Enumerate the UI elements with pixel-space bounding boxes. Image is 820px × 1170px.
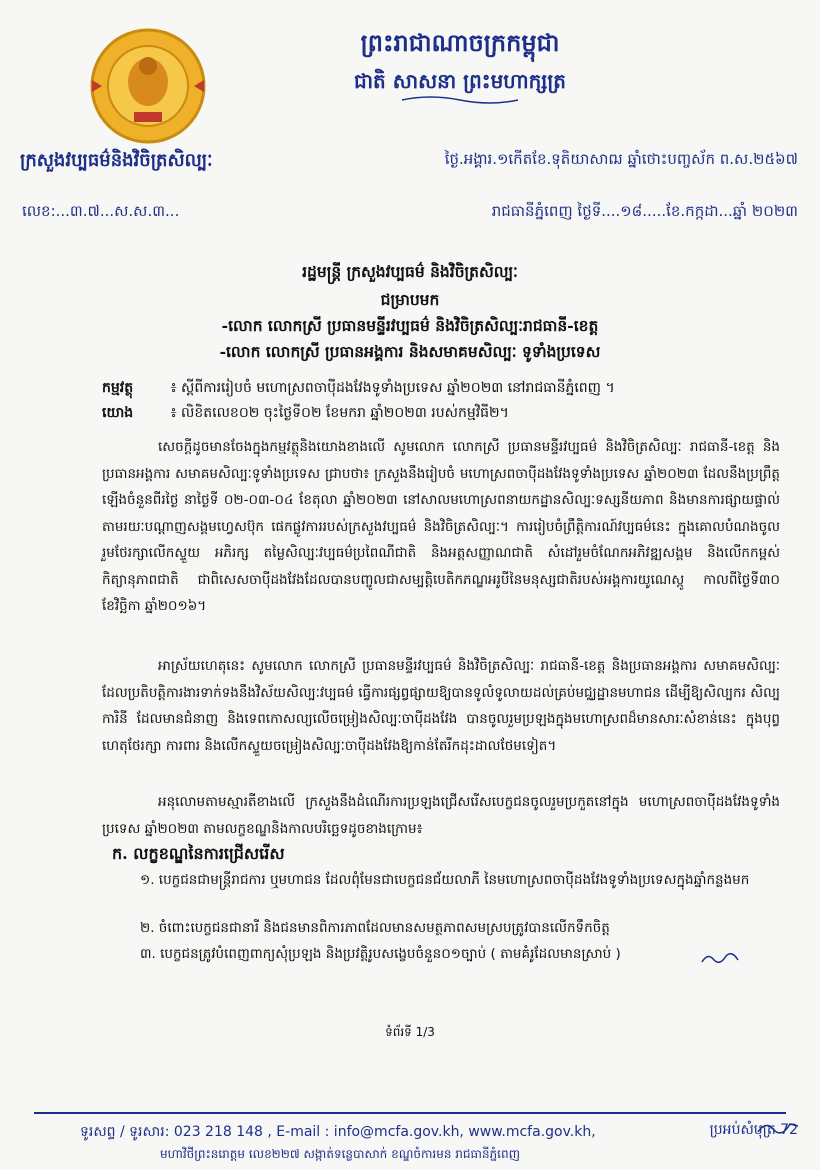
reference-label: យោង [102,405,134,421]
condition-item-2: ២. ចំពោះបេក្ខជនជានារី និងជនមានពិការភាពដែលមានសមត្ថភាពសមស្របត្រូវបានលើកទឹកចិត្ត [140,920,610,936]
reference-number: លេខ:...៣.៧...ស.ស.៣... [22,202,180,220]
footer-contact: ទូរសព្ទ / ទូរសារ: 023 218 148 , E-mail : info@mcfa.gov.kh, www.mcfa.gov.kh, [80,1124,596,1140]
subject-text: ៖ ស្តីពីការរៀបចំ មហោស្រពចាប៉ីដងវែងទូទាំងប្រទេស ឆ្នាំ២០២៣ នៅរាជធានីភ្នំពេញ ។ [170,380,615,396]
body-paragraph-3: អនុលោមតាមស្មារតីខាងលើ ក្រសួងនឹងដំណើរការប្រឡងជ្រើសរើសបេក្ខជនចូលរួមប្រកួតនៅក្នុង មហោស្រពចាប៉ីដងវែងទូទាំងប្រទេស ឆ្នាំ២០២៣ តាមលក្ខខណ្ឌនិងកាលបរិច្ឆេទដូចខាងក្រោម៖ [102,794,780,837]
lunar-date: ថ្ងៃ.អង្គារ.១កើតខែ.ទុតិយាសាឍ ឆ្នាំថោះបញ្ចស័ក ព.ស.២៥៦៧ [444,150,798,168]
national-motto: ជាតិ សាសនា ព្រះមហាក្សត្រ [354,69,566,93]
section-heading: ក. លក្ខខណ្ឌនៃការជ្រើសរើស [112,844,285,863]
recipient-line-2: -លោក លោកស្រី ប្រធានអង្គការ និងសមាគមសិល្បៈ ទូទាំងប្រទេស [219,342,601,361]
body-paragraph-2: អាស្រ័យហេតុនេះ សូមលោក លោកស្រី ប្រធានមន្ទីរវប្បធម៌ និងវិចិត្រសិល្បៈ រាជធានី-ខេត្ត និងប្រធានអង្គការ សមាគមសិល្បៈ ដែលប្រតិបត្តិការងារទាក់ទងនឹងវិស័យសិល្បៈវប្បធម៌ ធ្វើការផ្សព្វផ្សាយឱ្យបានទូលំទូលាយដល់គ្រប់មជ្ឈដ្ឋានមហាជន ដើម្បីឱ្យសិល្បករ សិល្បការិនី ដែលមានជំនាញ និងទេពកោសល្យលើចម្រៀងសិល្បៈចាប៉ីដងវែង បានចូលរួមប្រឡងក្នុងមហោស្រពដ៏មានសារៈសំខាន់នេះ ក្នុងបុព្វហេតុថែរក្សា ការពារ និងលើកស្ទួយចម្រៀងសិល្បៈចាប៉ីដងវែងឱ្យកាន់តែរីកដុះដាលថែមទៀត។ [102,658,780,754]
recipient-line-1: -លោក លោកស្រី ប្រធានមន្ទីរវប្បធម៌ និងវិចិត្រសិល្បៈរាជធានី-ខេត្ត [221,316,599,335]
salutation: ជម្រាបមក [380,290,440,309]
subject-label: កម្មវត្ថុ [102,380,134,396]
sender-title: រដ្ឋមន្ត្រី ក្រសួងវប្បធម៌ និងវិចិត្រសិល្បៈ [302,262,518,281]
footer-initials [756,1118,800,1138]
ornament-divider [400,94,520,106]
place-and-date: រាជធានីភ្នំពេញ ថ្ងៃទី....១៨.....ខែ.កក្កដា...ឆ្នាំ ២០២៣ [491,202,798,220]
reference-line [102,403,780,424]
reference-text: ៖ លិខិតលេខ០២ ចុះថ្ងៃទី០២ ខែមករា ឆ្នាំ២០២៣ របស់កម្មវិធី២។ [170,405,509,421]
initials-signature [700,950,740,966]
ministry-name: ក្រសួងវប្បធម៌និងវិចិត្រសិល្បៈ [20,150,213,171]
ministry-logo-seal [88,26,208,146]
condition-item-1: ១. បេក្ខជនជាមន្ត្រីរាជការ ឬមហាជន ដែលពុំមែនជាបេក្ខជនជ័យលាភី នៃមហោស្រពចាប៉ីដងវែងទូទាំងប្រទេសក្នុងឆ្នាំកន្លងមក [140,872,750,888]
subject-line [102,378,780,399]
kingdom-heading: ព្រះរាជាណាចក្រកម្ពុជា [360,28,560,57]
footer-po-box: ប្រអប់សំបុត្រ 72 [709,1122,798,1138]
page-number: ទំព័រទី 1/3 [385,1025,435,1039]
body-paragraph-1: សេចក្តីដូចមានចែងក្នុងកម្មវត្ថុនិងយោងខាងលើ សូមលោក លោកស្រី ប្រធានមន្ទីរវប្បធម៌ និងវិចិត្រសិល្បៈ រាជធានី-ខេត្ត និងប្រធានអង្គការ សមាគមសិល្បៈទូទាំងប្រទេស ជ្រាបថា៖ ក្រសួងនឹងរៀបចំ មហោស្រពចាប៉ីដងវែងទូទាំងប្រទេស ឆ្នាំ២០២៣ ដែលនឹងប្រព្រឹត្តឡើងចំនួនពីរថ្ងៃ នាថ្ងៃទី ០២-០៣-០៤ ខែតុលា ឆ្នាំ២០២៣ នៅសាលមហោស្រពនាយកដ្ឋានសិល្បៈទស្សនីយភាព និងមានការផ្សាយផ្ទាល់តាមរយៈបណ្តាញសង្គមហ្វេសប៊ុក ផេកផ្លូវការរបស់ក្រសួងវប្បធម៌ និងវិចិត្រសិល្បៈ។ ការរៀបចំព្រឹត្តិការណ៍វប្បធម៌នេះ ក្នុងគោលបំណងចូលរួមថែរក្សាលើកស្ទួយ អភិរក្ស តម្លៃសិល្បៈវប្បធម៌ប្រពៃណីជាតិ និងអត្តសញ្ញាណជាតិ សំដៅរួមចំណែកអភិវឌ្ឍសង្គម និងលើកកម្ពស់កិត្យានុភាពជាតិ ជាពិសេសចាប៉ីដងវែងដែលបានបញ្ចូលជាសម្បត្តិបេតិកភណ្ឌអរូបីនៃមនុស្សជាតិរបស់អង្គការយូណេស្កូ កាលពីថ្ងៃទី៣០ ខែវិច្ឆិកា ឆ្នាំ២០១៦។ [102,439,780,614]
condition-item-3: ៣. បេក្ខជនត្រូវបំពេញពាក្យសុំប្រឡង និងប្រវត្តិរូបសង្ខេបចំនួន០១ច្បាប់ ( តាមគំរូដែលមានស្រាប់ ) [140,946,621,962]
footer-rule [34,1112,786,1114]
footer-address: មហាវិថីព្រះនរោត្តម លេខ២២៧ សង្កាត់ទន្លេបាសាក់ ខណ្ឌចំការមន រាជធានីភ្នំពេញ [160,1147,521,1161]
